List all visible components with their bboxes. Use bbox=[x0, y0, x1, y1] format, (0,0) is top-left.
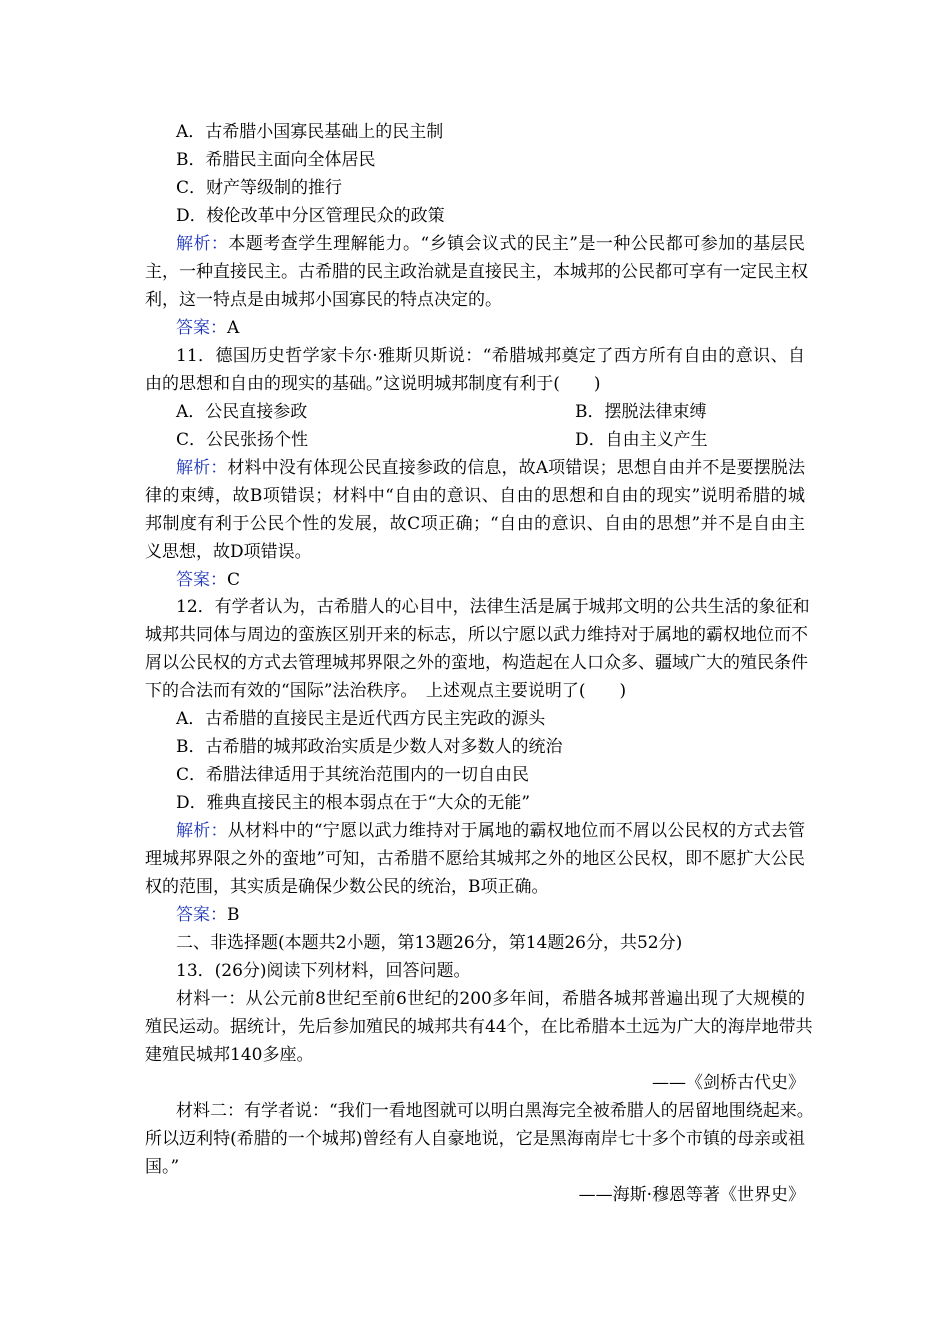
q11-analysis-line-4: 义思想，故D项错误。 bbox=[145, 542, 312, 562]
q11-stem-line-2: 由的思想和自由的现实的基础。”这说明城邦制度有利于( ) bbox=[145, 374, 601, 394]
analysis-label: 解析： bbox=[176, 234, 229, 254]
q12-analysis-line-2: 理城邦界限之外的蛮地”可知，古希腊不愿给其城邦之外的地区公民权，即不愿扩大公民 bbox=[145, 849, 805, 869]
q12-option-a: A．古希腊的直接民主是近代西方民主宪政的源头 bbox=[176, 709, 546, 729]
q13-stem: 13．(26分)阅读下列材料，回答问题。 bbox=[176, 961, 471, 981]
q13-material1-source: ——《剑桥古代史》 bbox=[652, 1073, 805, 1093]
q10-answer: 答案：A bbox=[176, 318, 240, 338]
q11-analysis-line-3: 邦制度有利于公民个性的发展，故C项正确；“自由的意识、自由的思想”并不是自由主 bbox=[145, 514, 805, 534]
q13-material2-source: ——海斯·穆恩等著《世界史》 bbox=[578, 1185, 805, 1205]
q13-material2-line-2: 所以迈利特(希腊的一个城邦)曾经有人自豪地说，它是黑海南岸七十多个市镇的母亲或祖 bbox=[145, 1129, 805, 1149]
q11-analysis-line-2: 律的束缚，故B项错误；材料中“自由的意识、自由的思想和自由的现实”说明希腊的城 bbox=[145, 486, 805, 506]
q12-analysis-line-1: 解析：从材料中的“宁愿以武力维持对于属地的霸权地位而不屑以公民权的方式去管 bbox=[176, 821, 805, 841]
q10-analysis-line-2: 主，一种直接民主。古希腊的民主政治就是直接民主，本城邦的公民都可享有一定民主权 bbox=[145, 262, 808, 282]
q12-analysis-line-3: 权的范围，其实质是确保少数公民的统治，B项正确。 bbox=[145, 877, 549, 897]
q12-stem-line-2: 城邦共同体与周边的蛮族区别开来的标志，所以宁愿以武力维持对于属地的霸权地位而不 bbox=[145, 625, 808, 645]
q11-answer: 答案：C bbox=[176, 570, 241, 590]
q13-material2-line-3: 国。” bbox=[145, 1157, 180, 1177]
q12-option-c: C．希腊法律适用于其统治范围内的一切自由民 bbox=[176, 765, 530, 785]
q12-option-b: B．古希腊的城邦政治实质是少数人对多数人的统治 bbox=[176, 737, 563, 757]
q11-option-b: B．摆脱法律束缚 bbox=[575, 402, 707, 422]
q11-option-d: D．自由主义产生 bbox=[575, 430, 708, 450]
q11-analysis-line-1: 解析：材料中没有体现公民直接参政的信息，故A项错误；思想自由并不是要摆脱法 bbox=[176, 458, 806, 478]
q10-option-c: C．财产等级制的推行 bbox=[176, 178, 343, 198]
q13-material1-line-3: 建殖民城邦140多座。 bbox=[145, 1045, 314, 1065]
q12-answer: 答案：B bbox=[176, 905, 240, 925]
q11-option-c: C．公民张扬个性 bbox=[176, 430, 309, 450]
q13-material2-line-1: 材料二：有学者说：“我们一看地图就可以明白黑海完全被希腊人的居留地围绕起来。 bbox=[176, 1101, 814, 1121]
q10-option-b: B．希腊民主面向全体居民 bbox=[176, 150, 376, 170]
analysis-label: 解析： bbox=[176, 821, 228, 841]
q12-option-d: D．雅典直接民主的根本弱点在于“大众的无能” bbox=[176, 793, 531, 813]
q10-option-d: D．梭伦改革中分区管理民众的政策 bbox=[176, 206, 445, 226]
answer-label: 答案： bbox=[176, 318, 227, 338]
q12-stem-line-3: 屑以公民权的方式去管理城邦界限之外的蛮地，构造起在人口众多、疆域广大的殖民条件 bbox=[145, 653, 808, 673]
answer-label: 答案： bbox=[176, 905, 227, 925]
q10-option-a: A．古希腊小国寡民基础上的民主制 bbox=[176, 122, 444, 142]
analysis-label: 解析： bbox=[176, 458, 228, 478]
q10-analysis-line-1: 解析：本题考查学生理解能力。“乡镇会议式的民主”是一种公民都可参加的基层民 bbox=[176, 234, 805, 254]
q12-stem-line-1: 12．有学者认为，古希腊人的心目中，法律生活是属于城邦文明的公共生活的象征和 bbox=[176, 597, 810, 617]
section-heading: 二、非选择题(本题共2小题，第13题26分，第14题26分，共52分) bbox=[176, 933, 683, 953]
q13-material1-line-1: 材料一：从公元前8世纪至前6世纪的200多年间，希腊各城邦普遍出现了大规模的 bbox=[176, 989, 805, 1009]
q11-option-a: A．公民直接参政 bbox=[176, 402, 308, 422]
q12-stem-line-4: 下的合法而有效的“国际”法治秩序。 上述观点主要说明了( ) bbox=[145, 681, 627, 701]
q10-analysis-line-3: 利，这一特点是由城邦小国寡民的特点决定的。 bbox=[145, 290, 502, 310]
q13-material1-line-2: 殖民运动。据统计，先后参加殖民的城邦共有44个，在比希腊本土远为广大的海岸地带共 bbox=[145, 1017, 813, 1037]
q11-stem-line-1: 11．德国历史哲学家卡尔·雅斯贝斯说：“希腊城邦奠定了西方所有自由的意识、自 bbox=[176, 346, 805, 366]
answer-label: 答案： bbox=[176, 570, 227, 590]
